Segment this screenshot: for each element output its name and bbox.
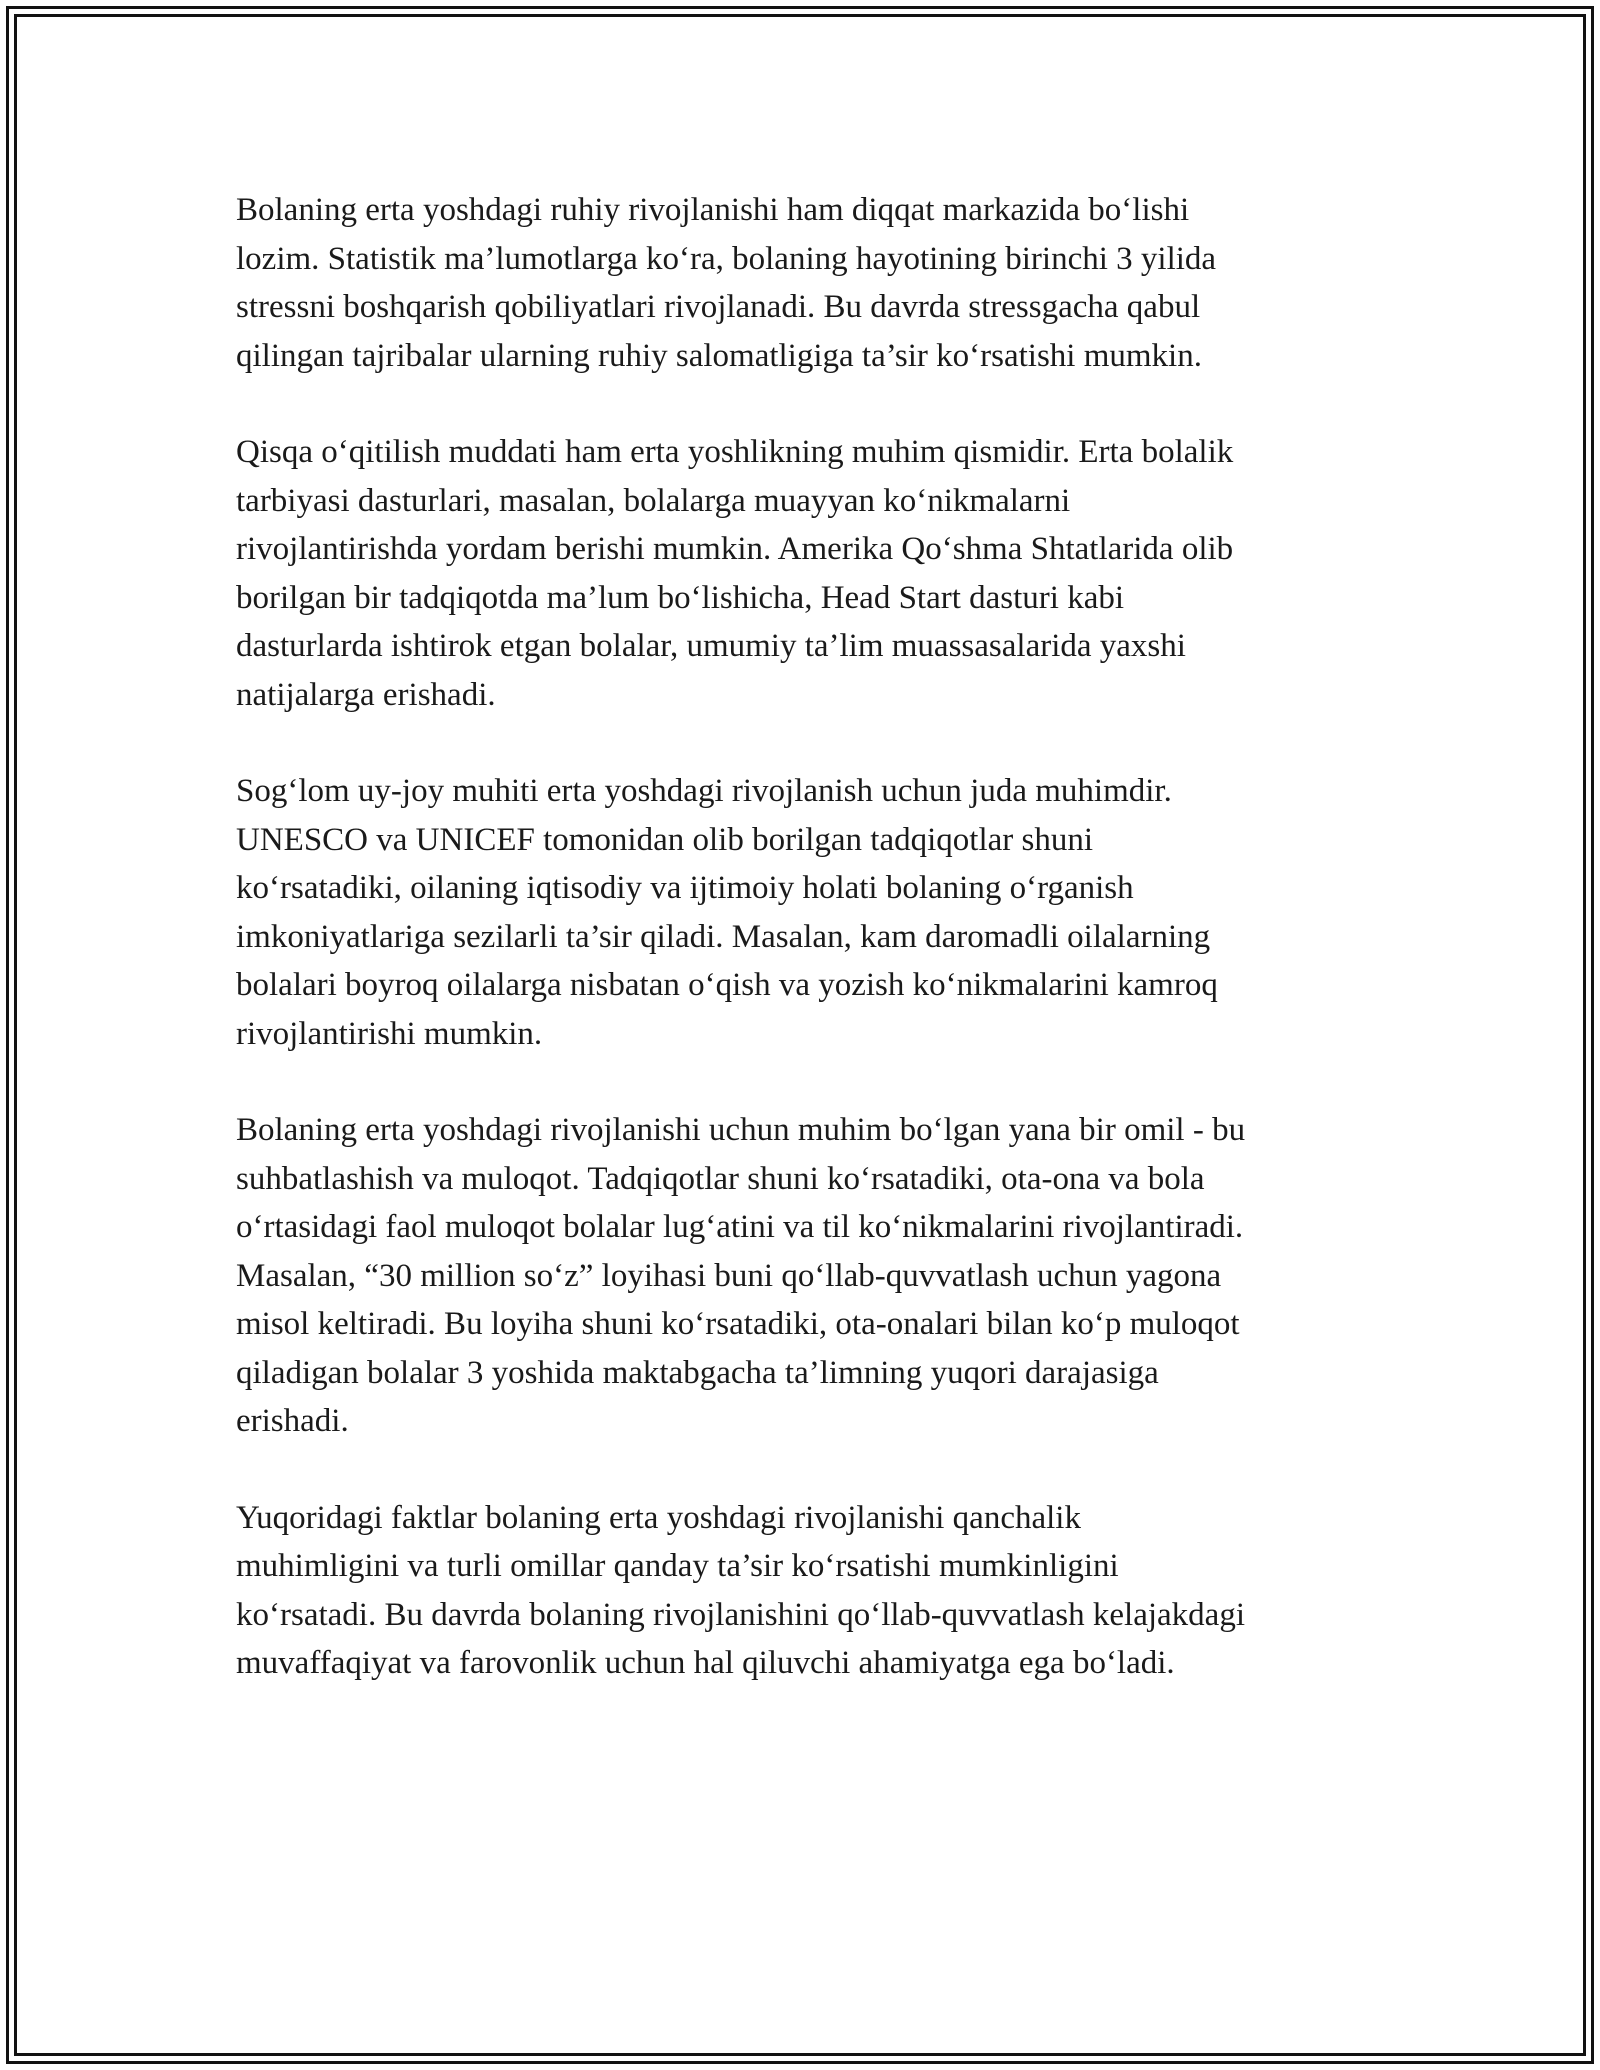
- paragraph-line: ko‘rsatadi. Bu davrda bolaning rivojlanishini qo‘llab-quvvatlash kelajakdagi: [236, 1596, 1245, 1633]
- paragraph-3: [236, 767, 1366, 1058]
- paragraph-line: UNESCO va UNICEF tomonidan olib borilgan tadqiqotlar shuni: [236, 821, 1094, 858]
- paragraph-1: [236, 186, 1366, 380]
- paragraph-line: dasturlarda ishtirok etgan bolalar, umumiy ta’lim muassasalarida yaxshi: [236, 628, 1186, 664]
- paragraph-line: bolalari boyroq oilalarga nisbatan o‘qish va yozish ko‘nikmalarini kamroq: [236, 967, 1218, 1003]
- paragraph-line: Masalan, “30 million so‘z” loyihasi buni qo‘llab-quvvatlash uchun yagona: [236, 1257, 1222, 1294]
- paragraph-2: [236, 428, 1366, 719]
- paragraph-line: imkoniyatlariga sezilarli ta’sir qiladi. Masalan, kam daromadli oilalarning: [236, 918, 1211, 955]
- paragraph-line: rivojlantirishda yordam berishi mumkin. Amerika Qo‘shma Shtatlarida olib: [236, 531, 1234, 567]
- paragraph-line: Bolaning erta yoshdagi rivojlanishi uchun muhim bo‘lgan yana bir omil - bu: [236, 1112, 1246, 1148]
- paragraph-line: lozim. Statistik ma’lumotlarga ko‘ra, bolaning hayotining birinchi 3 yilida: [236, 240, 1217, 277]
- paragraph-line: qiladigan bolalar 3 yoshida maktabgacha ta’limning yuqori darajasiga: [236, 1354, 1159, 1391]
- paragraph-line: suhbatlashish va muloqot. Tadqiqotlar shuni ko‘rsatadiki, ota-ona va bola: [236, 1160, 1205, 1197]
- paragraph-line: muvaffaqiyat va farovonlik uchun hal qiluvchi ahamiyatga ega bo‘ladi.: [236, 1645, 1175, 1681]
- paragraph-line: natijalarga erishadi.: [236, 676, 496, 713]
- paragraph-line: qilingan tajribalar ularning ruhiy salomatligiga ta’sir ko‘rsatishi mumkin.: [236, 337, 1202, 374]
- paragraph-line: Bolaning erta yoshdagi ruhiy rivojlanishi ham diqqat markazida bo‘lishi: [236, 192, 1190, 228]
- document-body: [236, 186, 1366, 1688]
- paragraph-line: misol keltiradi. Bu loyiha shuni ko‘rsatadiki, ota-onalari bilan ko‘p muloqot: [236, 1306, 1240, 1342]
- paragraph-line: muhimligini va turli omillar qanday ta’sir ko‘rsatishi mumkinligini: [236, 1548, 1119, 1584]
- paragraph-line: ko‘rsatadiki, oilaning iqtisodiy va ijtimoiy holati bolaning o‘rganish: [236, 870, 1134, 906]
- paragraph-line: rivojlantirishi mumkin.: [236, 1015, 543, 1052]
- paragraph-line: tarbiyasi dasturlari, masalan, bolalarga muayyan ko‘nikmalarni: [236, 482, 1071, 519]
- paragraph-5: [236, 1494, 1366, 1688]
- paragraph-line: borilgan bir tadqiqotda ma’lum bo‘lishicha, Head Start dasturi kabi: [236, 579, 1125, 616]
- paragraph-line: Qisqa o‘qitilish muddati ham erta yoshlikning muhim qismidir. Erta bolalik: [236, 434, 1234, 470]
- paragraph-line: Yuqoridagi faktlar bolaning erta yoshdagi rivojlanishi qanchalik: [236, 1499, 1081, 1536]
- paragraph-line: stressni boshqarish qobiliyatlari rivojlanadi. Bu davrda stressgacha qabul: [236, 289, 1201, 325]
- paragraph-line: Sog‘lom uy-joy muhiti erta yoshdagi rivojlanish uchun juda muhimdir.: [236, 773, 1172, 809]
- paragraph-4: [236, 1106, 1366, 1446]
- paragraph-line: erishadi.: [236, 1403, 349, 1439]
- paragraph-line: o‘rtasidagi faol muloqot bolalar lug‘atini va til ko‘nikmalarini rivojlantiradi.: [236, 1209, 1244, 1245]
